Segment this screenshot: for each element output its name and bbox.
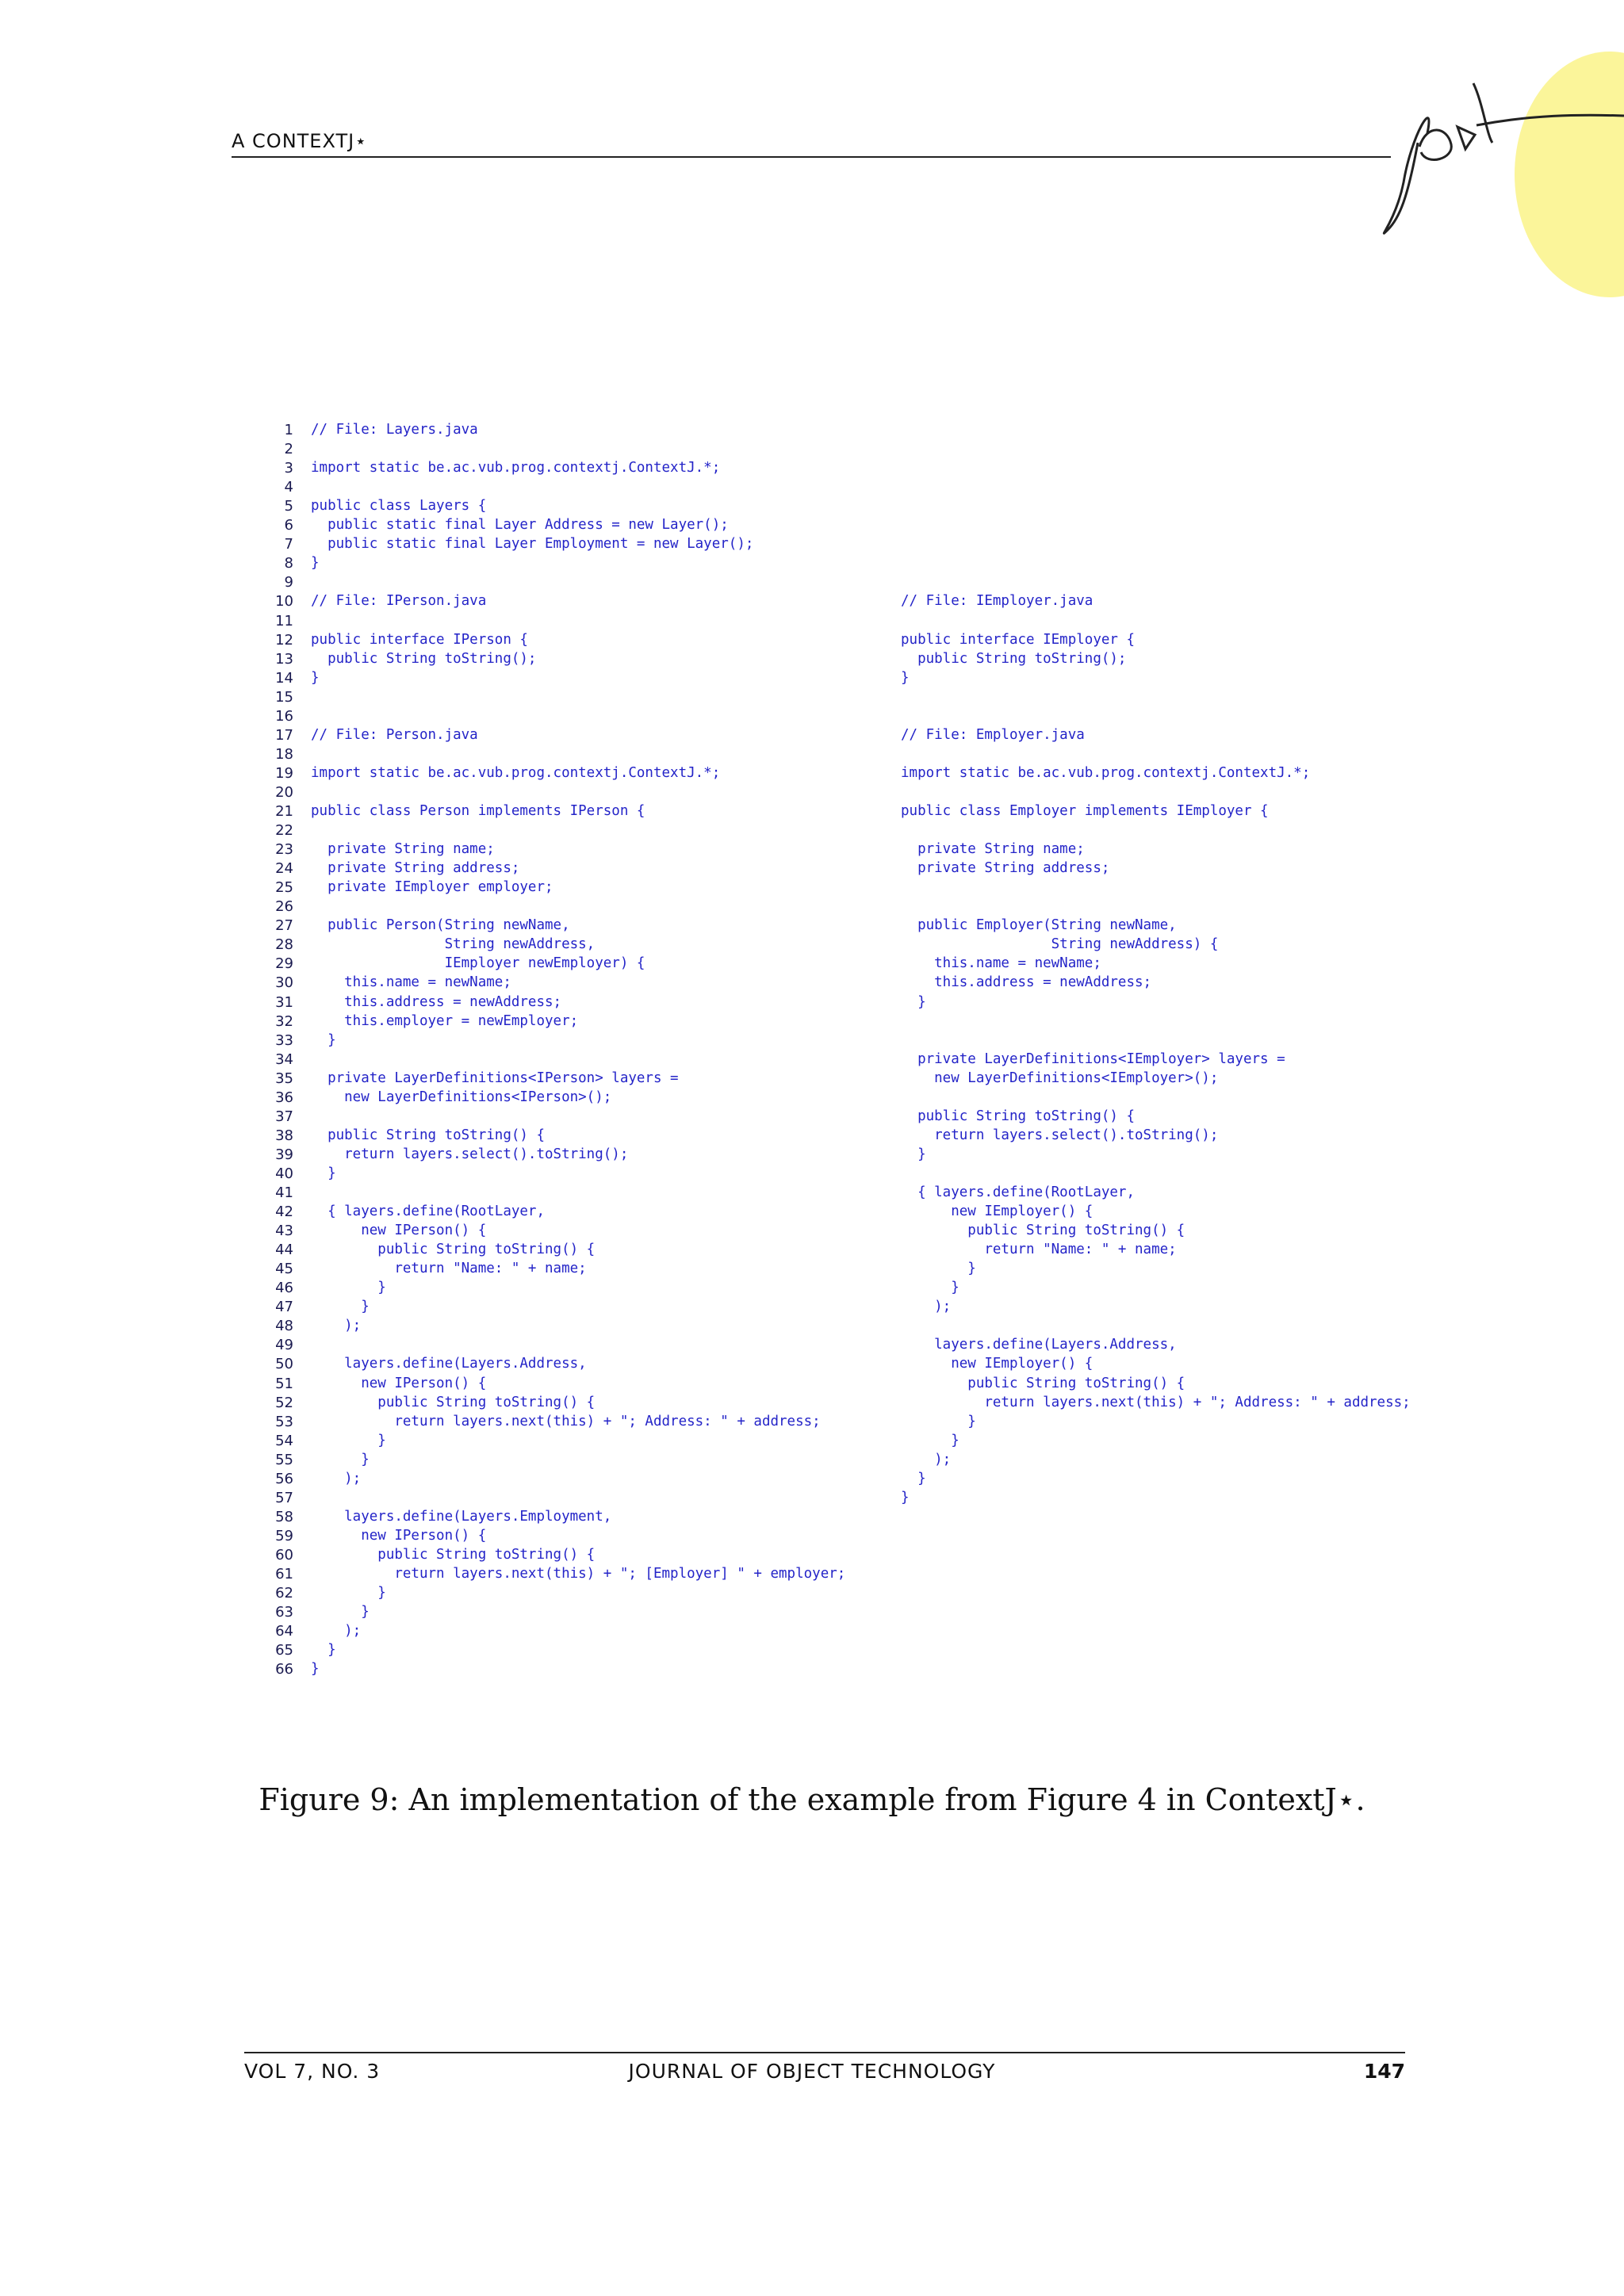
line-number: 40 — [275, 1165, 293, 1182]
line-number: 21 — [275, 803, 293, 820]
code-line-left: layers.define(Layers.Address, — [311, 1356, 587, 1372]
code-line-right: { layers.define(RootLayer, — [901, 1184, 1136, 1200]
line-number: 32 — [275, 1012, 293, 1030]
code-line-right: // File: IEmployer.java — [901, 593, 1094, 610]
code-line-left: private String address; — [311, 860, 520, 877]
code-line-right: public interface IEmployer { — [901, 631, 1136, 648]
line-number: 13 — [275, 650, 293, 668]
code-line-left: // File: IPerson.java — [311, 593, 487, 610]
line-number: 35 — [275, 1070, 293, 1087]
line-number: 64 — [275, 1623, 293, 1640]
line-number: 58 — [275, 1508, 293, 1525]
line-number: 48 — [275, 1318, 293, 1335]
code-line-right: import static be.ac.vub.prog.contextj.ContextJ.*; — [901, 764, 1311, 781]
code-line-left: } — [311, 1451, 370, 1468]
footer-rule — [244, 2052, 1405, 2053]
code-line-right: ); — [901, 1299, 952, 1315]
line-number: 45 — [275, 1261, 293, 1278]
code-line-right: private String name; — [901, 841, 1085, 858]
line-number: 24 — [275, 860, 293, 878]
line-number: 10 — [275, 593, 293, 610]
line-number: 27 — [275, 917, 293, 935]
code-line-left: ); — [311, 1623, 362, 1640]
line-number: 34 — [275, 1050, 293, 1068]
code-line-right: return layers.next(this) + "; Address: " + address; — [901, 1394, 1411, 1410]
code-line-left: } — [311, 1585, 386, 1601]
code-line-right: public String toString() { — [901, 1375, 1185, 1391]
line-number: 56 — [275, 1470, 293, 1487]
code-line-left: } — [311, 555, 320, 572]
line-number: 55 — [275, 1451, 293, 1468]
code-line-left: } — [311, 1031, 336, 1048]
line-number: 53 — [275, 1413, 293, 1430]
line-number: 33 — [275, 1031, 293, 1049]
line-number: 44 — [275, 1242, 293, 1259]
line-number: 9 — [284, 574, 293, 591]
code-line-right: private String address; — [901, 860, 1110, 877]
code-line-left: } — [311, 1661, 320, 1678]
line-number: 43 — [275, 1223, 293, 1240]
line-number: 20 — [275, 783, 293, 801]
line-number: 28 — [275, 936, 293, 954]
line-number: 54 — [275, 1432, 293, 1449]
code-line-left: layers.define(Layers.Employment, — [311, 1508, 612, 1525]
code-line-left: } — [311, 1299, 370, 1315]
code-line-left: } — [311, 1642, 336, 1659]
code-line-left: new IPerson() { — [311, 1527, 487, 1544]
line-number: 23 — [275, 841, 293, 859]
code-line-right: layers.define(Layers.Address, — [901, 1337, 1177, 1353]
page-number: 147 — [1363, 2060, 1405, 2083]
code-line-right: this.address = newAddress; — [901, 974, 1152, 991]
code-line-left: return layers.select().toString(); — [311, 1146, 629, 1162]
line-number: 65 — [275, 1642, 293, 1659]
line-number: 12 — [275, 631, 293, 649]
line-number: 66 — [275, 1661, 293, 1678]
line-number: 50 — [275, 1356, 293, 1373]
code-line-left: return layers.next(this) + "; Address: " + address; — [311, 1413, 821, 1429]
code-line-right: ); — [901, 1451, 952, 1468]
line-number: 63 — [275, 1604, 293, 1621]
line-number: 18 — [275, 745, 293, 763]
code-line-left: public static final Layer Address = new Layer(); — [311, 517, 729, 534]
code-line-left: private LayerDefinitions<IPerson> layers = — [311, 1070, 679, 1086]
code-line-right: } — [901, 1470, 926, 1487]
line-number: 52 — [275, 1394, 293, 1411]
code-line-left: return "Name: " + name; — [311, 1261, 587, 1277]
code-line-left: new IPerson() { — [311, 1223, 487, 1239]
code-line-left: public String toString() { — [311, 1394, 596, 1410]
code-line-right: return layers.select().toString(); — [901, 1127, 1219, 1143]
line-number: 37 — [275, 1108, 293, 1125]
code-line-left: return layers.next(this) + "; [Employer] " + employer; — [311, 1566, 846, 1582]
figure-caption: Figure 9: An implementation of the example from Figure 4 in ContextJ⋆. — [259, 1782, 1365, 1817]
code-line-left: private IEmployer employer; — [311, 879, 553, 896]
code-line-right: } — [901, 1146, 926, 1162]
line-number: 61 — [275, 1566, 293, 1582]
line-number: 2 — [284, 441, 293, 458]
line-number: 59 — [275, 1527, 293, 1544]
line-number: 30 — [275, 974, 293, 992]
code-line-right: private LayerDefinitions<IEmployer> layers = — [901, 1050, 1285, 1067]
line-number: 42 — [275, 1203, 293, 1221]
line-number: 36 — [275, 1089, 293, 1106]
code-line-right: } — [901, 993, 926, 1010]
line-number: 39 — [275, 1146, 293, 1163]
code-line-right: new LayerDefinitions<IEmployer>(); — [901, 1070, 1219, 1086]
code-line-left: IEmployer newEmployer) { — [311, 955, 645, 972]
code-line-right: } — [901, 1432, 959, 1448]
code-line-left: new LayerDefinitions<IPerson>(); — [311, 1089, 612, 1105]
footer-volume: VOL 7, NO. 3 — [244, 2060, 381, 2083]
code-line-left: { layers.define(RootLayer, — [311, 1203, 546, 1220]
code-line-left: // File: Layers.java — [311, 422, 478, 438]
code-line-right: new IEmployer() { — [901, 1356, 1094, 1372]
code-line-right: public class Employer implements IEmployer { — [901, 803, 1269, 819]
code-line-left: import static be.ac.vub.prog.contextj.ContextJ.*; — [311, 460, 721, 476]
line-number: 38 — [275, 1127, 293, 1144]
code-line-left: } — [311, 1604, 370, 1621]
code-line-right: public String toString() { — [901, 1223, 1185, 1239]
line-number: 14 — [275, 669, 293, 687]
line-number: 7 — [284, 536, 293, 553]
code-line-left: public static final Layer Employment = new Layer(); — [311, 536, 754, 553]
code-line-left: new IPerson() { — [311, 1375, 487, 1391]
code-line-left: public String toString() { — [311, 1546, 596, 1563]
code-line-left: // File: Person.java — [311, 726, 478, 743]
line-number: 3 — [284, 460, 293, 477]
line-number: 60 — [275, 1546, 293, 1563]
code-line-right: public String toString() { — [901, 1108, 1136, 1124]
line-number: 1 — [284, 422, 293, 438]
line-number: 26 — [275, 898, 293, 916]
line-number: 16 — [275, 707, 293, 725]
line-number: 11 — [275, 612, 293, 629]
code-line-left: public String toString(); — [311, 650, 537, 667]
code-line-right: return "Name: " + name; — [901, 1242, 1177, 1258]
line-number: 49 — [275, 1337, 293, 1354]
line-number: 15 — [275, 688, 293, 706]
code-line-left: public interface IPerson { — [311, 631, 528, 648]
line-number: 6 — [284, 517, 293, 534]
code-line-right: } — [901, 1280, 959, 1296]
code-line-left: ); — [311, 1318, 362, 1334]
line-number: 8 — [284, 555, 293, 572]
code-line-left: ); — [311, 1470, 362, 1487]
code-line-left: this.employer = newEmployer; — [311, 1012, 579, 1029]
line-number: 25 — [275, 879, 293, 897]
code-line-right: } — [901, 669, 910, 686]
line-number: 41 — [275, 1184, 293, 1201]
footer-journal: JOURNAL OF OBJECT TECHNOLOGY — [628, 2060, 996, 2083]
line-number: 4 — [284, 479, 293, 496]
code-line-left: this.address = newAddress; — [311, 993, 562, 1010]
code-line-right: this.name = newName; — [901, 955, 1101, 972]
code-line-left: public String toString() { — [311, 1127, 546, 1143]
line-number: 19 — [275, 764, 293, 782]
code-line-left: } — [311, 669, 320, 686]
code-line-left: public class Layers { — [311, 498, 487, 515]
code-line-left: public Person(String newName, — [311, 917, 570, 934]
code-line-right: } — [901, 1413, 976, 1429]
code-line-left: import static be.ac.vub.prog.contextj.ContextJ.*; — [311, 764, 721, 781]
code-line-right: } — [901, 1489, 910, 1506]
line-number: 46 — [275, 1280, 293, 1297]
code-line-left: } — [311, 1165, 336, 1181]
code-line-right: public String toString(); — [901, 650, 1127, 667]
code-line-right: new IEmployer() { — [901, 1203, 1094, 1220]
code-line-right: public Employer(String newName, — [901, 917, 1177, 934]
code-line-left: private String name; — [311, 841, 495, 858]
code-line-left: this.name = newName; — [311, 974, 511, 991]
code-line-left: } — [311, 1432, 386, 1448]
code-line-right: } — [901, 1261, 976, 1277]
line-number: 51 — [275, 1375, 293, 1392]
code-line-right: // File: Employer.java — [901, 726, 1085, 743]
line-number: 62 — [275, 1585, 293, 1602]
line-number: 5 — [284, 498, 293, 515]
code-line-left: public String toString() { — [311, 1242, 596, 1258]
code-line-left: } — [311, 1280, 386, 1296]
code-line-left: public class Person implements IPerson { — [311, 803, 645, 819]
code-line-left: String newAddress, — [311, 936, 596, 953]
line-number: 57 — [275, 1489, 293, 1506]
line-number: 29 — [275, 955, 293, 973]
line-number: 17 — [275, 726, 293, 744]
line-number: 47 — [275, 1299, 293, 1316]
running-title: A CONTEXTJ⋆ — [232, 130, 368, 152]
line-number: 31 — [275, 993, 293, 1011]
line-number: 22 — [275, 822, 293, 840]
code-line-right: String newAddress) { — [901, 936, 1219, 953]
